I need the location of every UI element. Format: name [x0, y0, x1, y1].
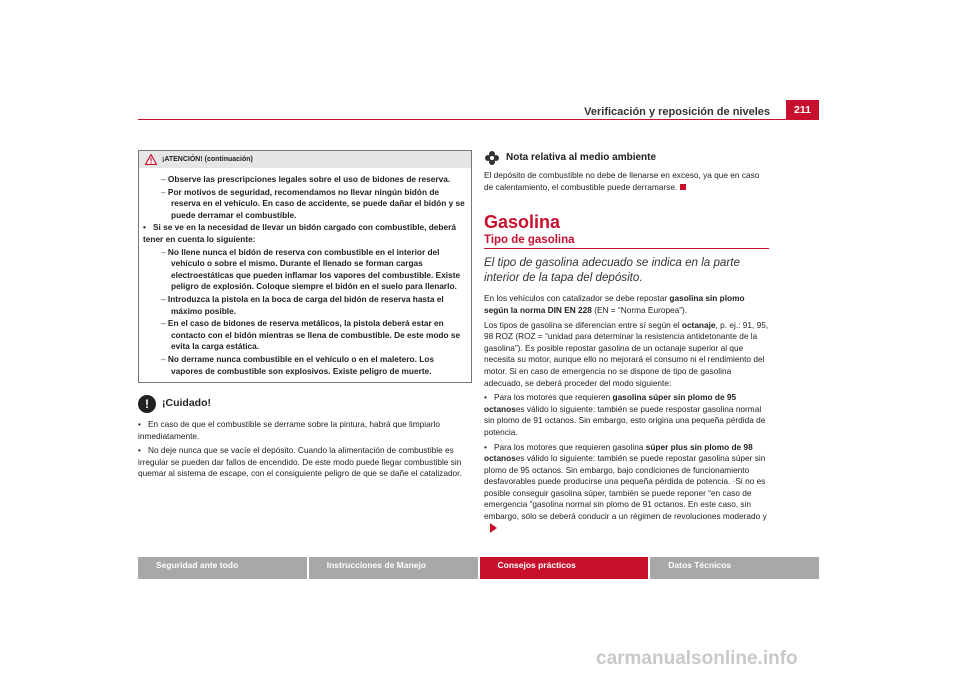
bullet-item: • Para los motores que requieren gasolina súper plus sin plomo de 98 octanoses válido lo siguiente: también se puede repostar gasolina súper sin plomo de 95 octanos. Sin embargo, bajo condiciones de funcionamiento desfavorables puede producirse una pequeña pérdida de potencia. ·Si no es posible conseguir gasolina súper, también se puede reponer “en caso de emergencia ”gasolina normal sin plomo de 91 octanos. En este caso, sin embargo, sólo se deberá conducir a un régimen de revoluciones moderado y [484, 442, 769, 535]
tab-datos[interactable]: Datos Técnicos [650, 557, 819, 579]
warning-item: – En el caso de bidones de reserva metálicos, la pistola deberá estar en contacto con el bidón mientras se llena de combustible. De este modo se evita la carga estática. [161, 318, 461, 352]
warning-header-text: ¡ATENCIÓN! (continuación) [162, 155, 253, 163]
warning-header [139, 151, 471, 168]
warning-item: – Introduzca la pistola en la boca de carga del bidón de reserva hasta el máximo posible. [161, 293, 444, 316]
caution-icon: ! [138, 395, 156, 413]
warning-item: – No llene nunca el bidón de reserva con combustible en el interior del vehículo o sobre el mismo. Durante el llenado se forman cargas electroestáticas que pueden inflamar los vapores del combustible. Existe peligro de explosión. Coloque siempre el bidón en el suelo para llenarlo. [161, 246, 461, 292]
tab-consejos[interactable]: Consejos prácticos [480, 557, 649, 579]
warning-item: – No derrame nunca combustible en el vehículo o en el maletero. Los vapores de combustible son explosivos. Existe peligro de muerte. [161, 353, 434, 376]
subsection-title: Tipo de gasolina [484, 235, 769, 250]
section-title: Gasolina [484, 212, 561, 233]
left-column [138, 150, 472, 483]
end-square-icon [680, 184, 686, 190]
paragraph: Los tipos de gasolina se diferencian entre sí según el octanaje, p. ej.: 91, 95, 98 ROZ (ROZ = “unidad para determinar la resistencia antidetonante de la gasolina”). Es posible repostar gasolina de un octanaje superior al que necesita su motor, aunque ello no mejorará el consumo ni el rendimiento del motor. Si en caso de emergencia no se dispone de tipo de gasolina adecuado, se deberá proceder del modo siguiente: [484, 319, 769, 388]
tab-seguridad[interactable]: Seguridad ante todo [138, 557, 307, 579]
continue-arrow-icon [490, 523, 497, 533]
header-divider [138, 119, 819, 120]
environment-note-title: Nota relativa al medio ambiente [506, 152, 657, 164]
caution-header [138, 395, 472, 413]
warning-box [138, 150, 472, 383]
warning-item: – Por motivos de seguridad, recomendamos no llevar ningún bidón de reserva en el vehículo. En caso de accidente, se puede dañar el bidón y se puede derramar el combustible. [161, 186, 465, 220]
footer-nav [138, 557, 819, 579]
caution-item: • En caso de que el combustible se derrame sobre la pintura, habrá que limpiarlo inmediatamente. [138, 419, 440, 441]
environment-note-header [484, 150, 769, 166]
tab-instrucciones[interactable]: Instrucciones de Manejo [309, 557, 478, 579]
caution-item: • No deje nunca que se vacíe el depósito. Cuando la alimentación de combustible es irregular se pueden dar fallos de encendido. De este modo puede llegar combustible sin quemar al sistema de escape, con el consiguiente peligro de que se dañe el catalizador. [138, 445, 462, 479]
intro-text: El tipo de gasolina adecuado se indica en la parte interior de la tapa del depósito. [484, 256, 740, 285]
environment-flower-icon [484, 150, 500, 166]
page-number: 211 [786, 100, 819, 120]
warning-triangle-icon [145, 154, 157, 165]
caution-title: ¡Cuidado! [162, 397, 211, 410]
environment-note-text: El depósito de combustible no debe de llenarse en exceso, ya que en caso de calentamiento, el combustible puede derramarse. [484, 170, 760, 192]
right-column [484, 150, 769, 537]
bullet-item: • Para los motores que requieren gasolina súper sin plomo de 95 octanoses válido lo siguiente: también se puede respostar gasolina normal sin plomo de 91 octanos. Sin embargo, esto origina una pequeña pérdida de potencia. [484, 392, 766, 437]
warning-item: • Si se ve en la necesidad de llevar un bidón cargado con combustible, deberá tener en cuenta lo siguiente: [143, 222, 456, 244]
paragraph: En los vehículos con catalizador se debe repostar gasolina sin plomo según la norma DIN EN 228 (EN = “Norma Europea”). [484, 293, 745, 315]
watermark: carmanualsonline.info [596, 648, 798, 669]
warning-item: – Observe las prescripciones legales sobre el uso de bidones de reserva. [161, 174, 451, 184]
page-header-title: Verificación y reposición de niveles [584, 106, 770, 118]
